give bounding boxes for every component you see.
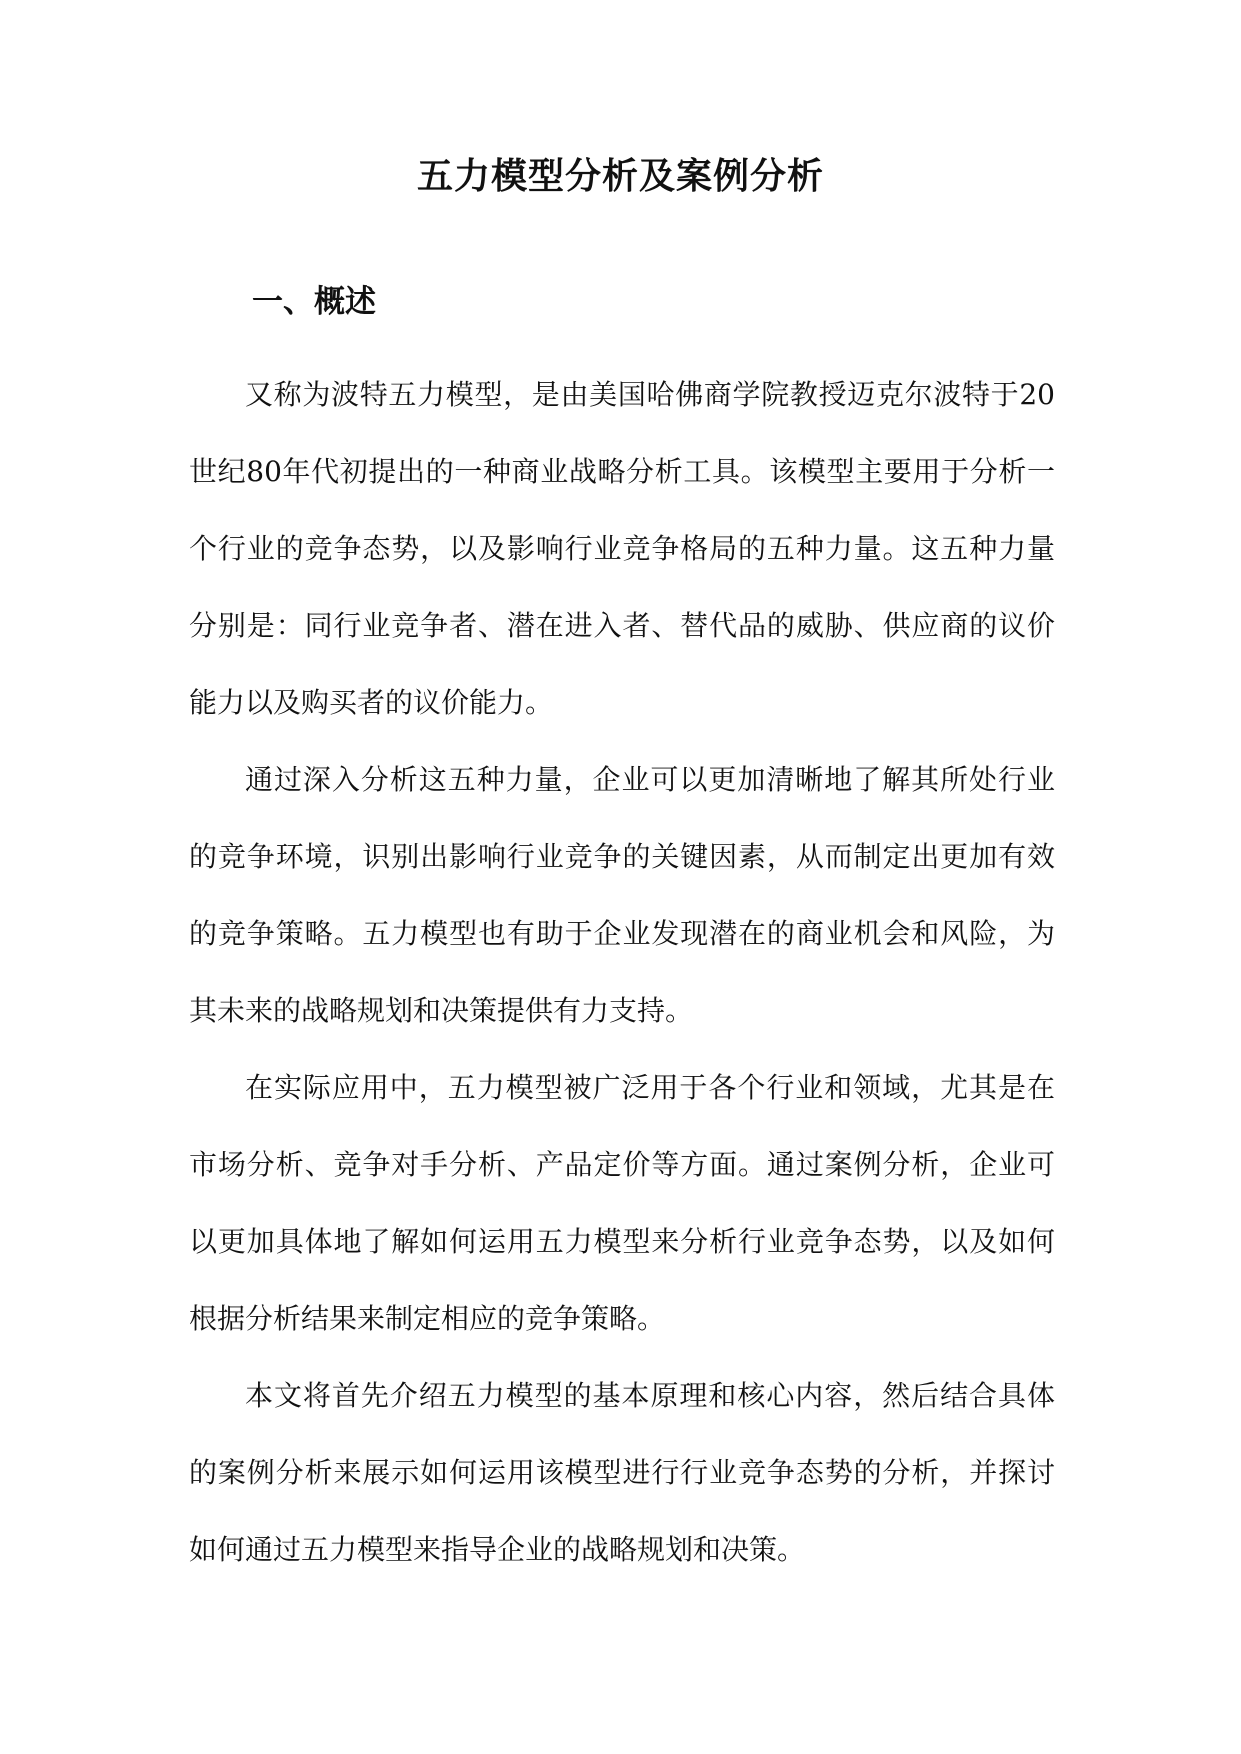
section-heading-overview: 一、概述 [252,284,376,320]
document-body [189,356,1055,1588]
paragraph-3: 在实际应用中，五力模型被广泛用于各个行业和领域，尤其是在市场分析、竞争对手分析、产品定价等方面。通过案例分析，企业可以更加具体地了解如何运用五力模型来分析行业竞争态势，以及如何根据分析结果来制定相应的竞争策略。 [189,1071,1055,1335]
paragraph-2: 通过深入分析这五种力量，企业可以更加清晰地了解其所处行业的竞争环境，识别出影响行业竞争的关键因素，从而制定出更加有效的竞争策略。五力模型也有助于企业发现潜在的商业机会和风险，为其未来的战略规划和决策提供有力支持。 [189,763,1055,1027]
paragraph-1: 又称为波特五力模型，是由美国哈佛商学院教授迈克尔波特于20世纪80年代初提出的一种商业战略分析工具。该模型主要用于分析一个行业的竞争态势，以及影响行业竞争格局的五种力量。这五种力量分别是：同行业竞争者、潜在进入者、替代品的威胁、供应商的议价能力以及购买者的议价能力。 [189,378,1055,719]
paragraph-4: 本文将首先介绍五力模型的基本原理和核心内容，然后结合具体的案例分析来展示如何运用该模型进行行业竞争态势的分析，并探讨如何通过五力模型来指导企业的战略规划和决策。 [189,1379,1055,1566]
document-title: 五力模型分析及案例分析 [416,155,824,197]
